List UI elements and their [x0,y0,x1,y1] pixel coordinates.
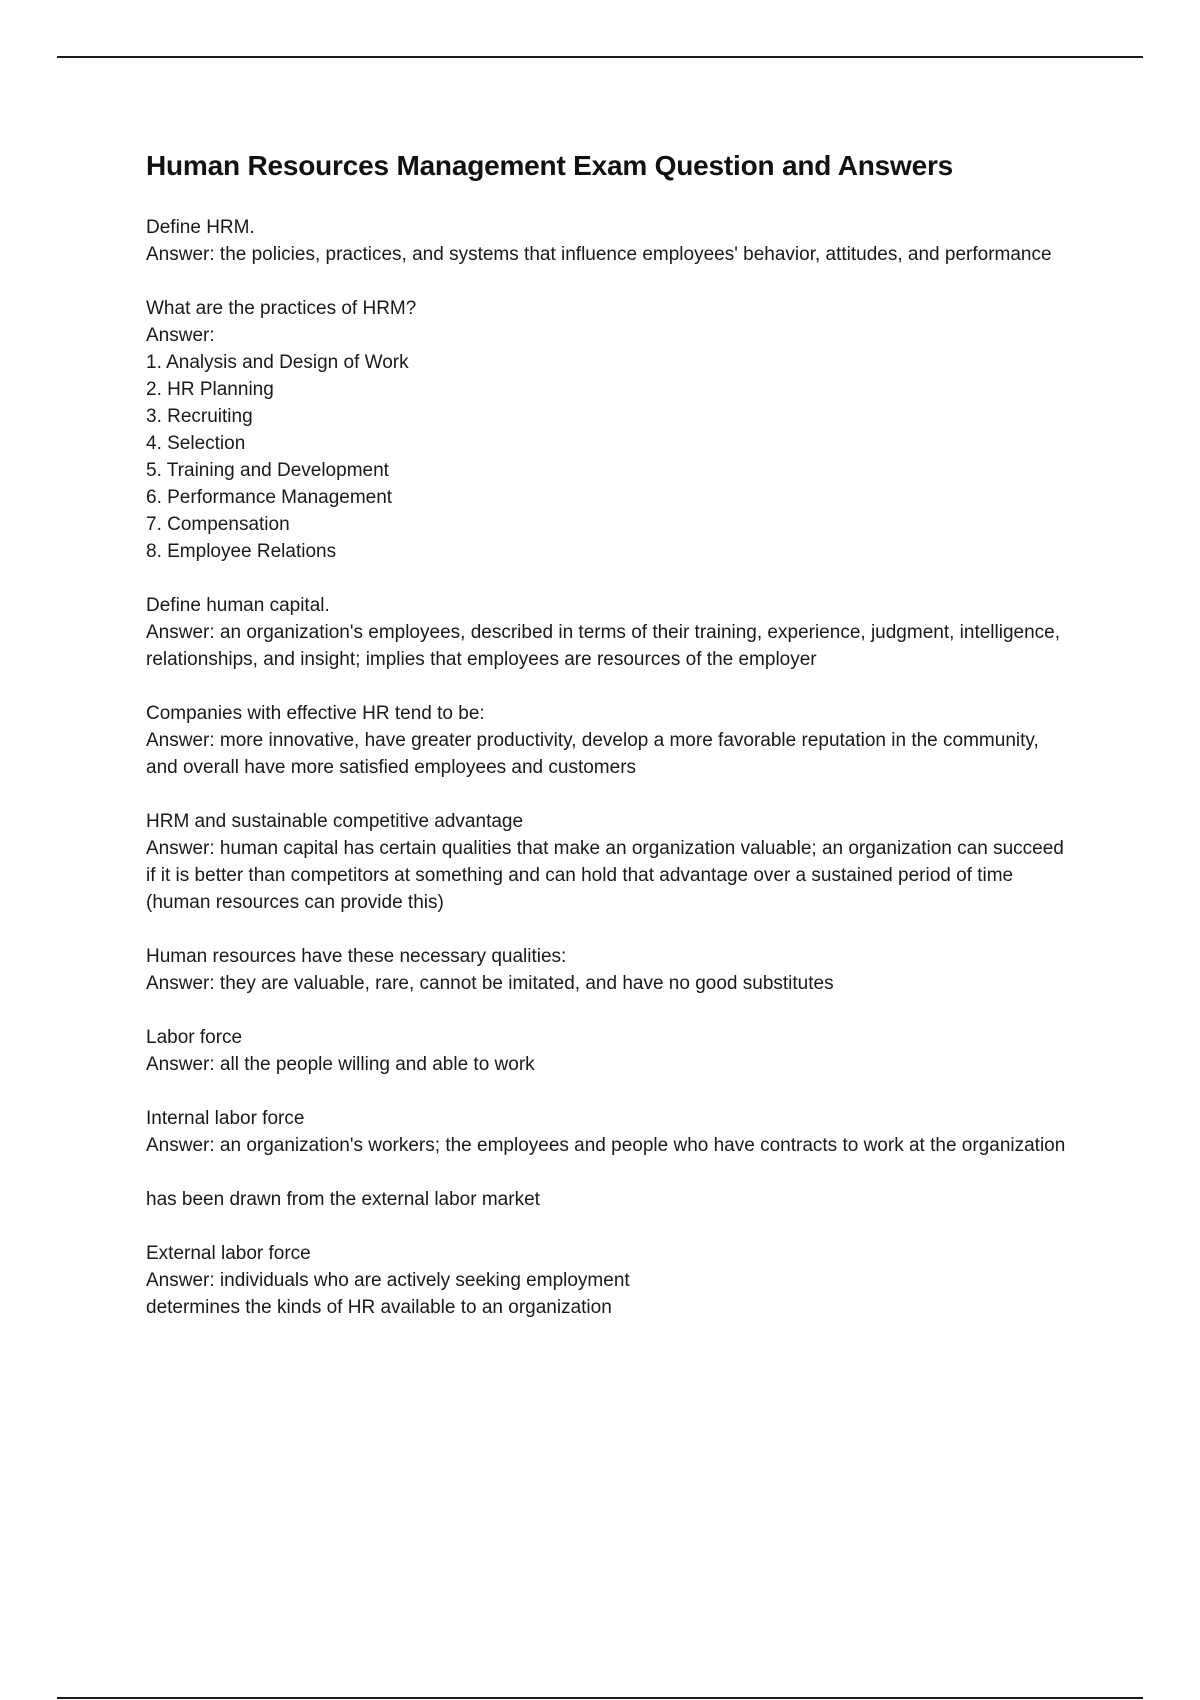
answer-extra: determines the kinds of HR available to an organization [146,1297,612,1318]
answer: Answer: more innovative, have greater productivity, develop a more favorable reputation in the community, and overall have more satisfied employees and customers [146,730,1039,778]
qa-item [146,808,1066,916]
list-item: 6. Performance Management [146,487,393,508]
top-rule [57,56,1143,58]
question: What are the practices of HRM? [146,298,417,319]
question: External labor force [146,1243,311,1264]
list-item: 8. Employee Relations [146,541,337,562]
list-item: 1. Analysis and Design of Work [146,352,409,373]
qa-note [146,1186,1066,1213]
question: Labor force [146,1027,243,1048]
answer: Answer: individuals who are actively seeking employment [146,1270,630,1291]
practices-list [146,349,1066,565]
answer: Answer: [146,325,215,346]
question: Define HRM. [146,217,255,238]
bottom-rule [57,1697,1143,1699]
question: Human resources have these necessary qualities: [146,946,567,967]
note-text: has been drawn from the external labor market [146,1189,540,1210]
answer: Answer: an organization's employees, described in terms of their training, experience, judgment, intelligence, relationships, and insight; implies that employees are resources of the employer [146,622,1061,670]
qa-item [146,1024,1066,1078]
question: Define human capital. [146,595,330,616]
list-item: 7. Compensation [146,514,290,535]
qa-item [146,592,1066,673]
document-title: Human Resources Management Exam Question and Answers [146,150,954,181]
qa-item [146,1105,1066,1159]
question: HRM and sustainable competitive advantage [146,811,524,832]
qa-item [146,943,1066,997]
answer: Answer: human capital has certain qualities that make an organization valuable; an organization can succeed if it is better than competitors at something and can hold that advantage over a sustained period of time (human resources can provide this) [146,838,1064,913]
answer: Answer: all the people willing and able to work [146,1054,535,1075]
question: Internal labor force [146,1108,305,1129]
qa-item [146,214,1066,268]
qa-item [146,700,1066,781]
answer: Answer: the policies, practices, and systems that influence employees' behavior, attitudes, and performance [146,244,1052,265]
list-item: 2. HR Planning [146,379,274,400]
qa-item [146,295,1066,565]
document-page [146,146,1066,1348]
list-item: 4. Selection [146,433,246,454]
answer: Answer: an organization's workers; the employees and people who have contracts to work at the organization [146,1135,1066,1156]
answer: Answer: they are valuable, rare, cannot be imitated, and have no good substitutes [146,973,834,994]
list-item: 5. Training and Development [146,460,389,481]
question: Companies with effective HR tend to be: [146,703,485,724]
list-item: 3. Recruiting [146,406,253,427]
qa-item [146,1240,1066,1321]
